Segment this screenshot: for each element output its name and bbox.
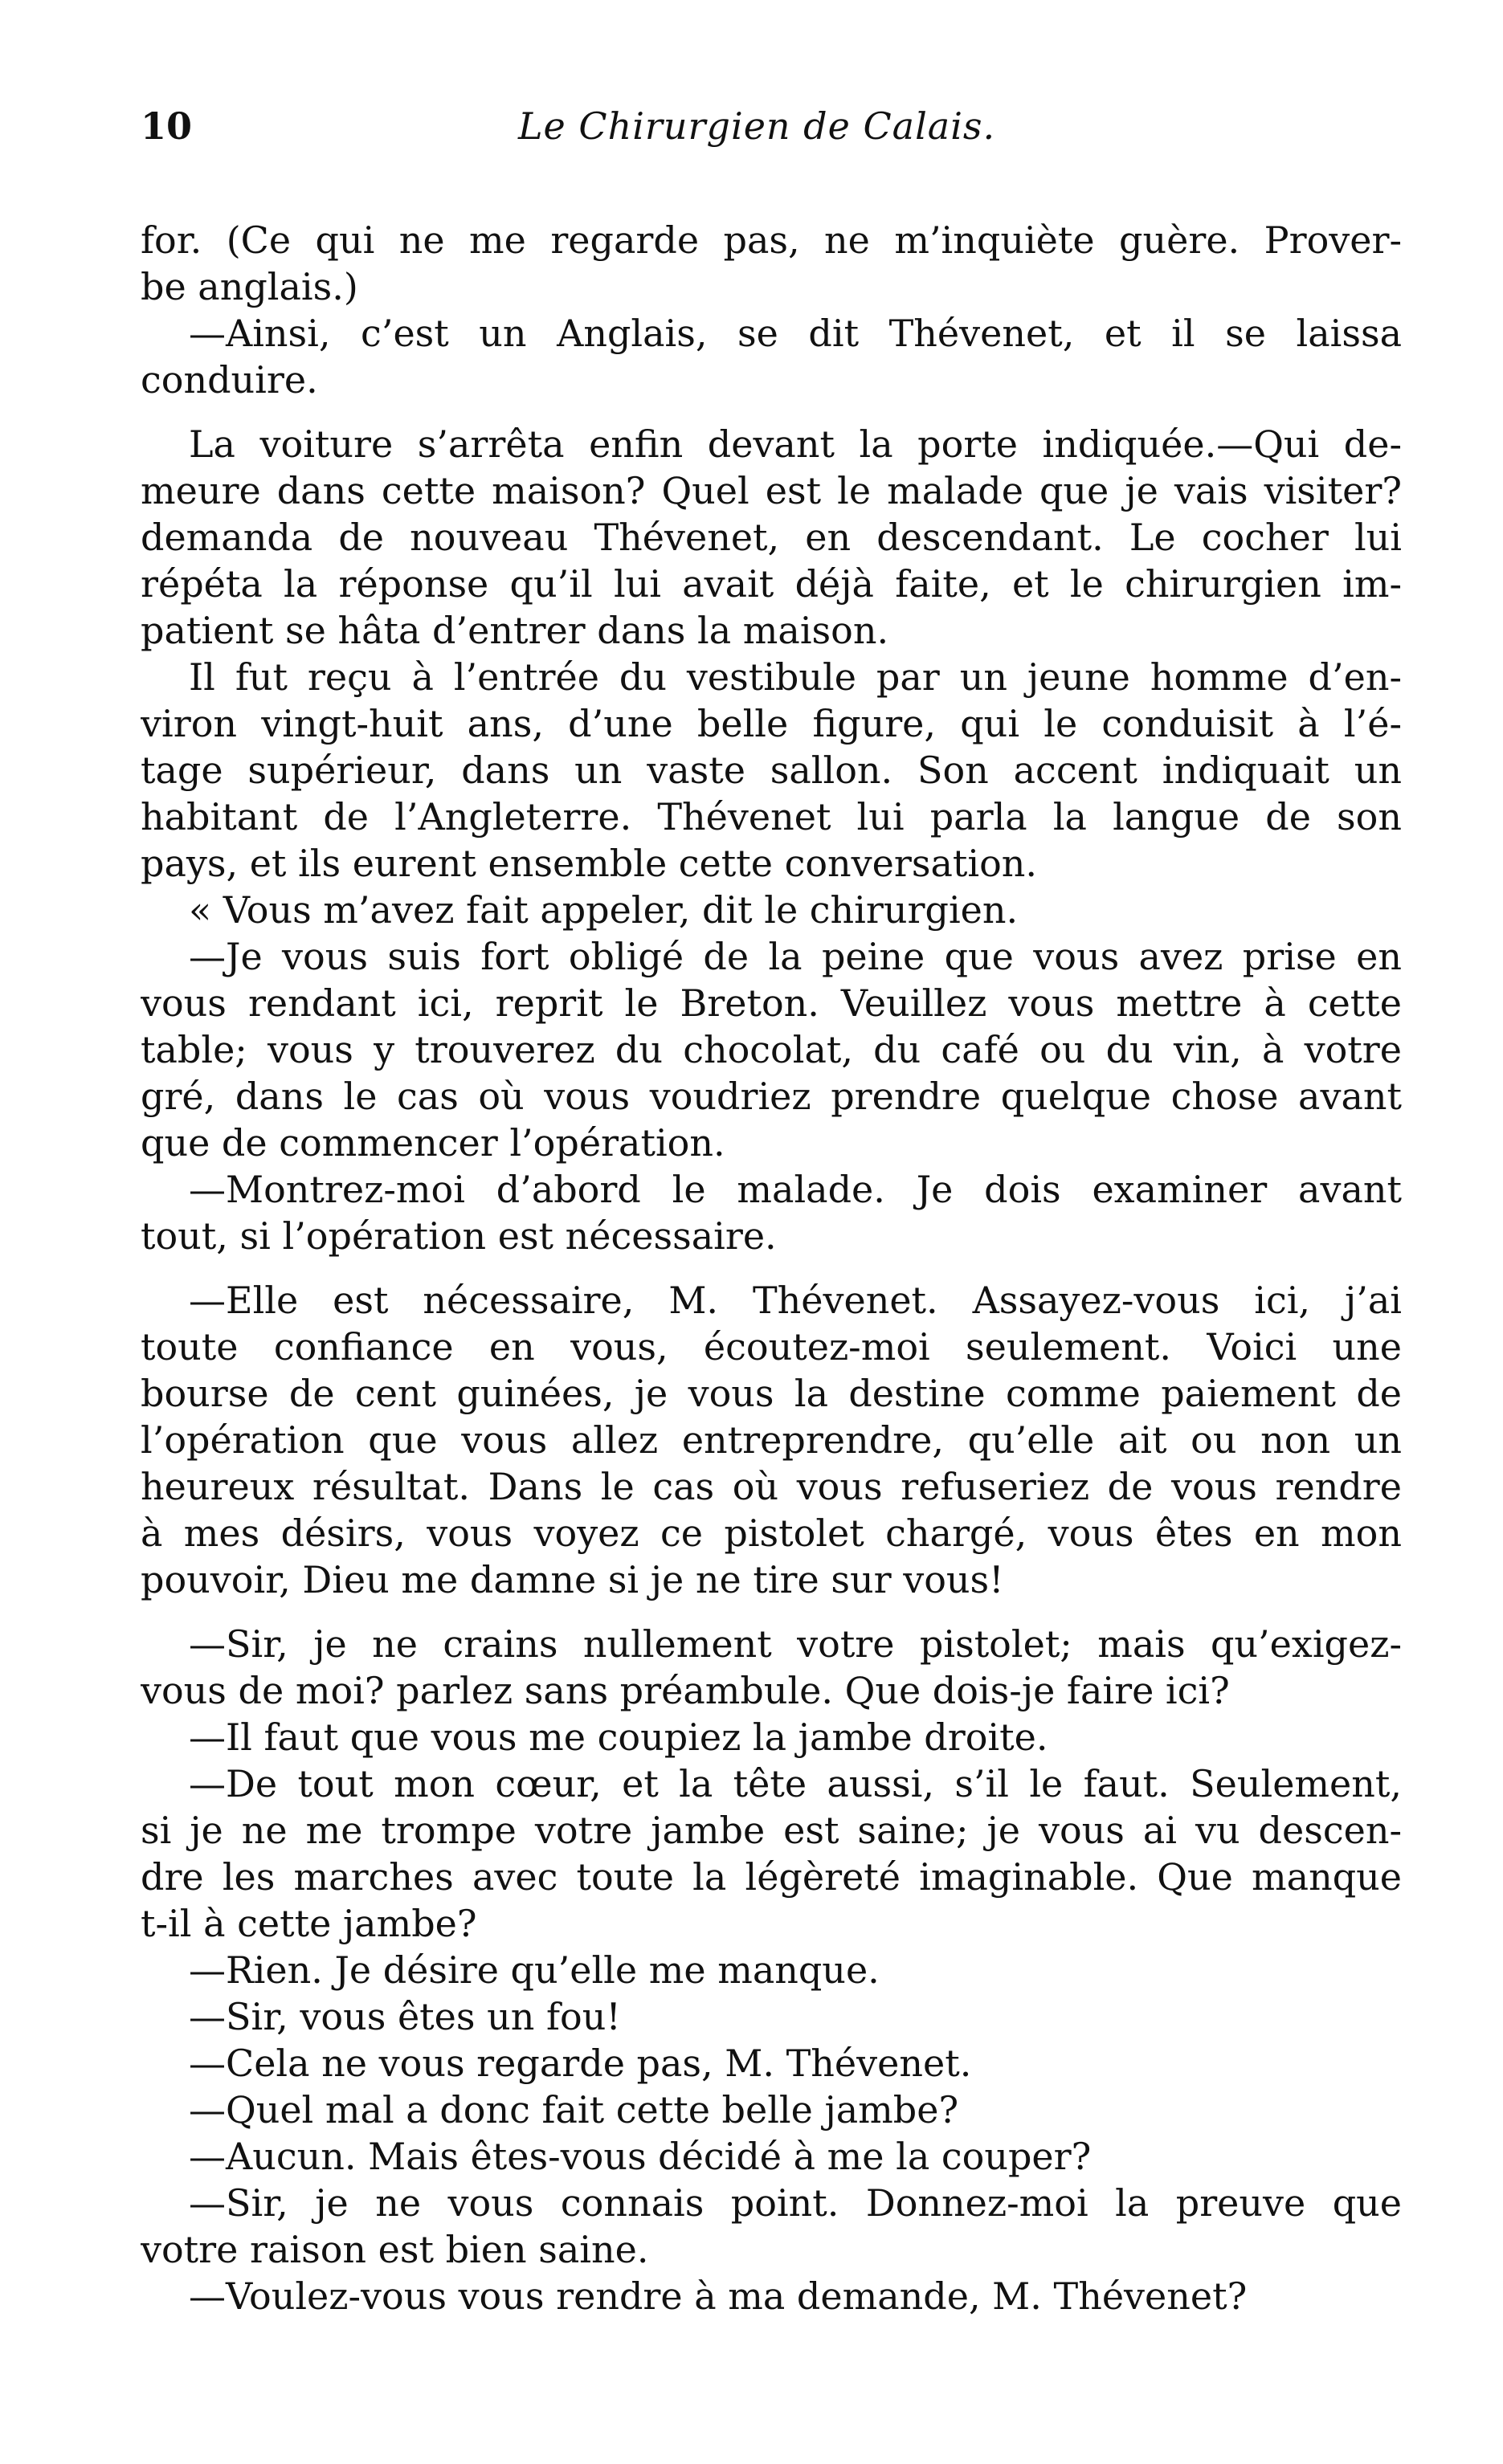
text-line: —Sir, je ne crains nullement votre pistolet; mais qu’exigez- bbox=[189, 1622, 1402, 1666]
text-line: bourse de cent guinées, je vous la destine comme paiement de bbox=[141, 1372, 1402, 1415]
text-line: « Vous m’avez fait appeler, dit le chirurgien. bbox=[189, 888, 1019, 932]
text-line: à mes désirs, vous voyez ce pistolet chargé, vous êtes en mon bbox=[141, 1511, 1402, 1555]
text-line: habitant de l’Angleterre. Thévenet lui parla la langue de son bbox=[141, 795, 1402, 838]
text-line: votre raison est bien saine. bbox=[141, 2228, 649, 2271]
text-line: si je ne me trompe votre jambe est saine; je vous ai vu descen- bbox=[141, 1809, 1402, 1852]
body-text bbox=[141, 217, 1402, 2319]
text-line: La voiture s’arrêta enfin devant la porte indiquée.—Qui de- bbox=[189, 422, 1402, 466]
text-line: t-il à cette jambe? bbox=[141, 1902, 477, 1945]
book-page bbox=[141, 104, 1402, 2319]
running-title: Le Chirurgien de Calais. bbox=[518, 104, 996, 148]
text-line: répéta la réponse qu’il lui avait déjà faite, et le chirurgien im- bbox=[141, 562, 1402, 606]
text-line: Il fut reçu à l’entrée du vestibule par un jeune homme d’en- bbox=[189, 655, 1402, 699]
text-line: pouvoir, Dieu me damne si je ne tire sur vous! bbox=[141, 1558, 1004, 1601]
page-number: 10 bbox=[141, 104, 193, 148]
text-line: —Sir, vous êtes un fou! bbox=[189, 1995, 621, 2038]
text-line: tage supérieur, dans un vaste sallon. Son accent indiquait un bbox=[141, 749, 1402, 792]
text-line: l’opération que vous allez entreprendre, qu’elle ait ou non un bbox=[141, 1418, 1402, 1462]
paragraph-gap bbox=[141, 403, 1402, 421]
text-line: vous de moi? parlez sans préambule. Que dois-je faire ici? bbox=[141, 1669, 1230, 1712]
paragraph-gap bbox=[141, 1603, 1402, 1621]
text-line: —Ainsi, c’est un Anglais, se dit Thévenet, et il se laissa bbox=[189, 312, 1402, 355]
text-line: heureux résultat. Dans le cas où vous refuseriez de vous rendre bbox=[141, 1465, 1402, 1508]
text-line: gré, dans le cas où vous voudriez prendre quelque chose avant bbox=[141, 1075, 1402, 1118]
text-line: patient se hâta d’entrer dans la maison. bbox=[141, 609, 889, 652]
text-line: —Il faut que vous me coupiez la jambe droite. bbox=[189, 1715, 1048, 1759]
text-line: —Voulez-vous vous rendre à ma demande, M. Thévenet? bbox=[189, 2274, 1248, 2318]
text-line: —Elle est nécessaire, M. Thévenet. Assayez-vous ici, j’ai bbox=[189, 1279, 1402, 1322]
text-line: —Je vous suis fort obligé de la peine que vous avez prise en bbox=[189, 935, 1402, 978]
text-line: for. (Ce qui ne me regarde pas, ne m’inquiète guère. Prover- bbox=[141, 218, 1402, 262]
text-line: —Quel mal a donc fait cette belle jambe? bbox=[189, 2088, 959, 2132]
text-line: —Cela ne vous regarde pas, M. Thévenet. bbox=[189, 2042, 972, 2085]
paragraph-gap bbox=[141, 1259, 1402, 1277]
text-line: —Sir, je ne vous connais point. Donnez-moi la preuve que bbox=[189, 2181, 1402, 2225]
text-line: que de commencer l’opération. bbox=[141, 1121, 725, 1165]
page-header bbox=[141, 104, 1402, 161]
text-line: —Aucun. Mais êtes-vous décidé à me la couper? bbox=[189, 2135, 1092, 2178]
text-line: table; vous y trouverez du chocolat, du café ou du vin, à votre bbox=[141, 1028, 1402, 1071]
text-line: vous rendant ici, reprit le Breton. Veuillez vous mettre à cette bbox=[141, 981, 1402, 1025]
text-line: dre les marches avec toute la légèreté imaginable. Que manque bbox=[141, 1855, 1402, 1899]
text-line: be anglais.) bbox=[141, 265, 358, 308]
text-line: meure dans cette maison? Quel est le malade que je vais visiter? bbox=[141, 469, 1402, 512]
text-line: pays, et ils eurent ensemble cette conversation. bbox=[141, 842, 1038, 885]
text-line: toute confiance en vous, écoutez-moi seulement. Voici une bbox=[141, 1325, 1402, 1369]
text-line: demanda de nouveau Thévenet, en descendant. Le cocher lui bbox=[141, 516, 1402, 559]
text-line: viron vingt-huit ans, d’une belle figure, qui le conduisit à l’é- bbox=[141, 702, 1402, 745]
text-line: conduire. bbox=[141, 358, 318, 402]
text-line: —Rien. Je désire qu’elle me manque. bbox=[189, 1948, 880, 1992]
text-line: —Montrez-moi d’abord le malade. Je dois examiner avant bbox=[189, 1168, 1402, 1211]
text-line: tout, si l’opération est nécessaire. bbox=[141, 1214, 777, 1258]
text-line: —De tout mon cœur, et la tête aussi, s’il le faut. Seulement, bbox=[189, 1762, 1402, 1805]
